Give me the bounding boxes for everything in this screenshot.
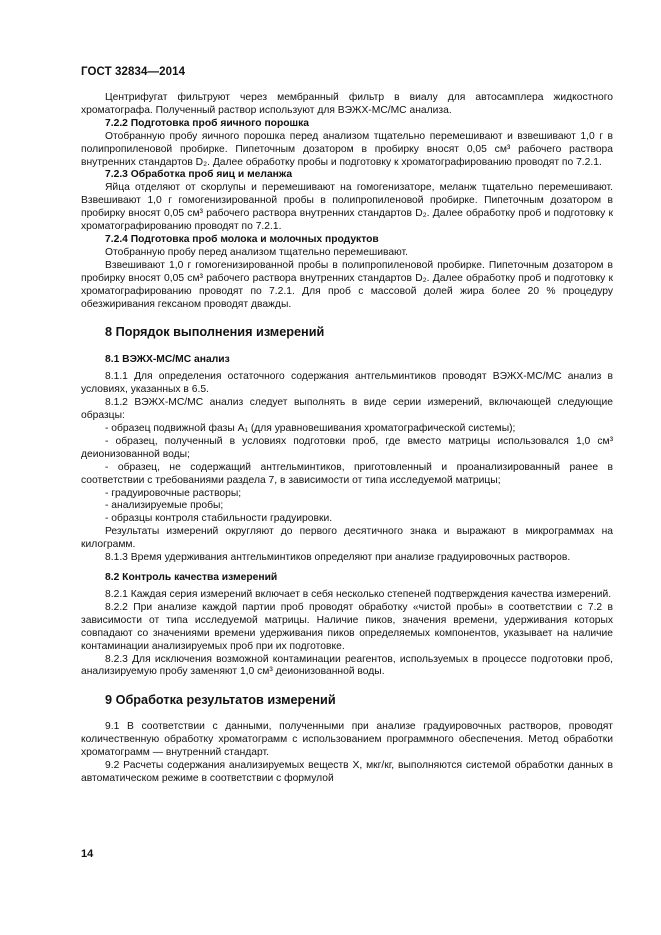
list-item: - образец, полученный в условиях подготовки проб, где вместо матрицы использовался 1,0 см³ деионизованной воды; bbox=[81, 435, 613, 460]
paragraph: 8.2.2 При анализе каждой партии проб проводят обработку «чистой пробы» в соответствии с 7.2 в зависимости от типа исследуемой матрицы. Наличие пиков, значения времени, удерживания которых совпадают со значениями времени удерживания пиков определяемых компонентов, указывает на наличие контаминации анализируемых проб при их подготовке. bbox=[81, 601, 613, 652]
paragraph: 8.1.1 Для определения остаточного содержания антгельминтиков проводят ВЭЖХ-МС/МС анализ в условиях, указанных в 6.5. bbox=[81, 371, 613, 396]
subsection-heading: 7.2.2 Подготовка проб яичного порошка bbox=[105, 117, 310, 129]
list-item: - образцы контроля стабильности градуировки. bbox=[105, 513, 333, 525]
document-body bbox=[81, 92, 613, 786]
paragraph: Центрифугат фильтруют через мембранный фильтр в виалу для автосамплера жидкостного хроматографа. Полученный раствор используют для ВЭЖХ-МС/МС анализа. bbox=[81, 92, 613, 116]
paragraph: 9.2 Расчеты содержания анализируемых веществ X, мкг/кг, выполняются системой обработки данных в автоматическом режиме в соответствии с формулой bbox=[81, 760, 613, 784]
page-number: 14 bbox=[81, 848, 94, 860]
paragraph: Отобранную пробу перед анализом тщательно перемешивают. bbox=[105, 246, 408, 258]
section-heading: 9 Обработка результатов измерений bbox=[105, 693, 336, 708]
subsection-heading: 8.2 Контроль качества измерений bbox=[105, 572, 278, 583]
list-item: - образец подвижной фазы A₁ (для уравновешивания хроматографической системы); bbox=[105, 423, 516, 435]
paragraph: 8.2.1 Каждая серия измерений включает в себя несколько степеней подтверждения качества измерений. bbox=[105, 589, 612, 600]
paragraph: 9.1 В соответствии с данными, полученными при анализе градуировочных растворов, проводят количественную обработку хроматограмм с использованием программного обеспечения. Метод обработки хроматограмм — внутренний стандарт. bbox=[81, 721, 613, 759]
paragraph: Отобранную пробу яичного порошка перед анализом тщательно перемешивают и взвешивают 1,0 г в полипропиленовой пробирке. Пипеточным дозатором в пробирку вносят 0,05 см³ рабочего раствора внутренних стандартов D₂. Далее обработку пробы и подготовку к хроматографированию проводят по 7.2.1. bbox=[81, 130, 613, 168]
paragraph: Результаты измерений округляют до первого десятичного знака и выражают в микрограммах на килограмм. bbox=[81, 526, 613, 551]
list-item: - градуировочные растворы; bbox=[105, 487, 242, 499]
subsection-heading: 7.2.3 Обработка проб яиц и меланжа bbox=[105, 169, 293, 181]
paragraph: 8.2.3 Для исключения возможной контаминации реагентов, используемых в процессе подготовки проб, анализируемую пробу заменяют 1,0 см³ деионизованной воды. bbox=[81, 653, 613, 678]
document-header: ГОСТ 32834—2014 bbox=[81, 66, 186, 78]
paragraph: 8.1.3 Время удерживания антгельминтиков определяют при анализе градуировочных растворов. bbox=[105, 552, 571, 564]
paragraph: 8.1.2 ВЭЖХ-МС/МС анализ следует выполнять в виде серии измерений, включающей следующие образцы: bbox=[81, 397, 613, 422]
paragraph: Яйца отделяют от скорлупы и перемешивают на гомогенизаторе, меланж тщательно перемешивают. Взвешивают 1,0 г гомогенизированной пробы в полипропиленовой пробирке. Пипеточным дозатором в пробирку вносят 0,05 см³ рабочего раствора внутренних стандартов D₂. Далее обработку проб и подготовку к хроматографированию проводят по 7.2.1. bbox=[81, 182, 613, 233]
section-heading: 8 Порядок выполнения измерений bbox=[105, 325, 325, 340]
list-item: - образец, не содержащий антгельминтиков, приготовленный и проанализированный ранее в соответствии с требованиями раздела 7, в зависимости от типа исследуемой матрицы; bbox=[81, 461, 613, 486]
list-item: - анализируемые пробы; bbox=[105, 500, 224, 512]
subsection-heading: 8.1 ВЭЖХ-МС/МС анализ bbox=[105, 354, 230, 366]
paragraph: Взвешивают 1,0 г гомогенизированной пробы в полипропиленовой пробирке. Пипеточным дозатором в пробирку вносят 0,05 см³ рабочего раствора внутренних стандартов D₂. Далее обработку проб и подготовку к хроматографированию проводят по 7.2.1. Для проб с массовой долей жира более 20 % процедуру обезжиривания гексаном проводят дважды. bbox=[81, 259, 613, 310]
subsection-heading: 7.2.4 Подготовка проб молока и молочных продуктов bbox=[105, 233, 379, 245]
